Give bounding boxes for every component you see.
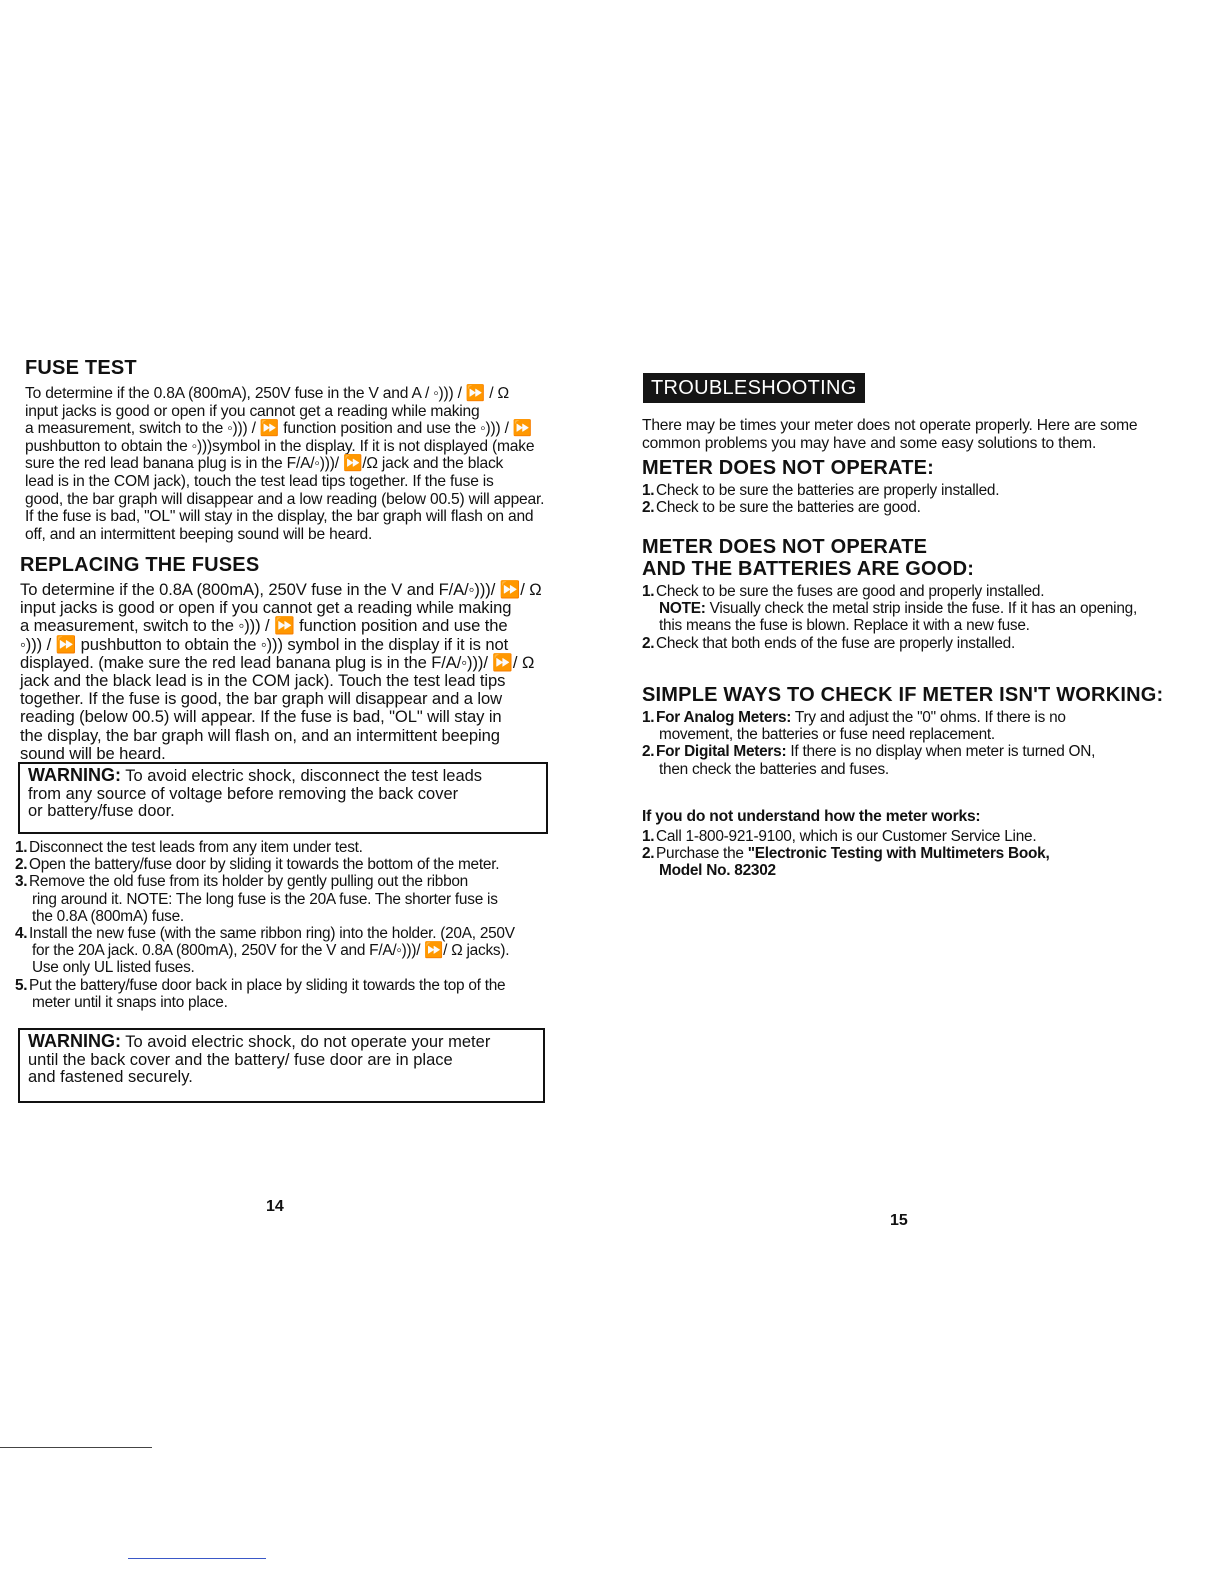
list-item: 2. Check that both ends of the fuse are properly installed. — [642, 634, 1016, 652]
bottom-blue-rule — [128, 1558, 266, 1559]
list-item: 2. For Digital Meters: If there is no display when meter is turned ON, — [642, 743, 1096, 761]
model-number: Model No. 82302 — [659, 862, 776, 879]
replacing-fuses-heading: REPLACING THE FUSES — [20, 554, 260, 576]
fuse-test-line: input jacks is good or open if you cannot get a reading while making — [25, 402, 480, 420]
list-item: 4. Install the new fuse (with the same ribbon ring) into the holder. (20A, 250V — [15, 925, 515, 943]
list-item: 3. Remove the old fuse from its holder by gently pulling out the ribbon — [15, 873, 468, 891]
understand-heading: If you do not understand how the meter works: — [642, 808, 981, 825]
list-item-cont: movement, the batteries or fuse need replacement. — [659, 726, 995, 744]
analog-label: For Analog Meters: — [656, 709, 792, 726]
fuse-test-line: good, the bar graph will disappear and a low reading (below 00.5) will appear. — [25, 490, 545, 508]
fuse-test-line: sure the red lead banana plug is in the F/A/◦)))/ ⏩/Ω jack and the black — [25, 455, 504, 473]
page-number-15: 15 — [890, 1212, 908, 1229]
book-title: "Electronic Testing with Multimeters Book, — [747, 844, 1050, 862]
replace-steps-list — [15, 839, 575, 1011]
bottom-rule — [0, 1447, 152, 1448]
list-item-cont — [642, 862, 1167, 879]
replacing-fuses-line: a measurement, switch to the ◦))) / ⏩ function position and use the — [20, 616, 508, 636]
list-item-note: NOTE: Visually check the metal strip inside the fuse. If it has an opening, — [659, 600, 1138, 618]
replacing-fuses-line: jack and the black lead is in the COM jack). Touch the test lead tips — [20, 671, 506, 691]
list-item-cont: ring around it. NOTE: The long fuse is the 20A fuse. The shorter fuse is — [32, 890, 498, 908]
warning-text-line: from any source of voltage before removing the back cover — [28, 784, 459, 803]
list-item: 1. Check to be sure the fuses are good and properly installed. — [642, 583, 1045, 600]
understand-list — [642, 828, 1167, 880]
replacing-fuses-line: To determine if the 0.8A (800mA), 250V fuse in the V and F/A/◦)))/ ⏩/ Ω — [20, 580, 542, 599]
warning-text: To avoid electric shock, disconnect the test leads — [121, 767, 483, 785]
intro-text — [642, 417, 1167, 452]
intro-line: common problems you may have and some easy solutions to them. — [642, 434, 1097, 452]
warning-text-line: or battery/fuse door. — [28, 802, 175, 820]
fuse-test-line: If the fuse is bad, "OL" will stay in the display, the bar graph will flash on and — [25, 508, 534, 526]
page-number-14: 14 — [266, 1198, 284, 1215]
fuse-test-line: To determine if the 0.8A (800mA), 250V fuse in the V and A / ◦))) / ⏩ / Ω — [25, 385, 509, 402]
replacing-fuses-line: input jacks is good or open if you cannot get a reading while making — [20, 598, 512, 618]
fuse-test-line: a measurement, switch to the ◦))) / ⏩ function position and use the ◦))) / ⏩ — [25, 420, 533, 438]
list-item: 1. Call 1-800-921-9100, which is our Customer Service Line. — [642, 827, 1037, 845]
intro-line: There may be times your meter does not operate properly. Here are some — [642, 417, 1138, 434]
list-item: 1. Check to be sure the batteries are properly installed. — [642, 482, 1000, 499]
meter-not-operate-heading: METER DOES NOT OPERATE: — [642, 457, 935, 479]
list-item-cont: then check the batteries and fuses. — [659, 760, 889, 778]
warning-label: WARNING: — [28, 1031, 121, 1051]
list-item-cont: for the 20A jack. 0.8A (800mA), 250V for the V and F/A/◦)))/ ⏩/ Ω jacks). — [32, 942, 510, 960]
simple-ways-section — [642, 684, 1167, 778]
list-item: 1. For Analog Meters: Try and adjust the "0" ohms. If there is no — [642, 709, 1066, 726]
fuse-test-line: off, and an intermittent beeping sound will be heard. — [25, 525, 373, 543]
warning-text-line: and fastened securely. — [28, 1068, 193, 1086]
warning-label: WARNING: — [28, 765, 121, 785]
meter-not-operate-list — [642, 482, 1167, 516]
meter-not-operate-good-heading-2: AND THE BATTERIES ARE GOOD: — [642, 558, 975, 580]
list-item: 2. Open the battery/fuse door by sliding it towards the bottom of the meter. — [15, 856, 500, 874]
list-item: 2. Check to be sure the batteries are good. — [642, 499, 921, 517]
list-item-note-cont: this means the fuse is blown. Replace it with a new fuse. — [659, 617, 1030, 635]
simple-ways-heading: SIMPLE WAYS TO CHECK IF METER ISN'T WORKING: — [642, 684, 1164, 706]
replacing-fuses-line: reading (below 00.5) will appear. If the fuse is bad, "OL" will stay in — [20, 707, 502, 727]
replacing-fuses-line: together. If the fuse is good, the bar graph will disappear and a low — [20, 689, 503, 709]
warning-text-line: until the back cover and the battery/ fuse door are in place — [28, 1050, 453, 1069]
replacing-fuses-section — [20, 554, 565, 763]
simple-ways-list — [642, 709, 1167, 778]
replacing-fuses-line: sound will be heard. — [20, 743, 166, 763]
list-item-cont: the 0.8A (800mA) fuse. — [32, 907, 184, 925]
meter-not-operate-good-section — [642, 536, 1167, 652]
digital-label: For Digital Meters: — [656, 743, 787, 761]
fuse-test-body — [25, 385, 570, 543]
meter-not-operate-good-list — [642, 583, 1167, 652]
list-item: 5. Put the battery/fuse door back in place by sliding it towards the top of the — [15, 976, 506, 994]
list-item: 2. Purchase the "Electronic Testing with Multimeters Book, — [642, 844, 1050, 862]
replacing-fuses-line: the display, the bar graph will flash on, and an intermittent beeping — [20, 725, 500, 745]
understand-section — [642, 808, 1167, 879]
warning-box-operate — [18, 1028, 545, 1103]
note-label: NOTE: — [659, 600, 706, 618]
meter-not-operate-good-heading-1: METER DOES NOT OPERATE — [642, 536, 928, 558]
troubleshooting-banner-wrap — [643, 373, 865, 403]
replacing-fuses-line: displayed. (make sure the red lead banana plug is in the F/A/◦)))/ ⏩/ Ω — [20, 652, 535, 672]
fuse-test-section — [25, 357, 570, 543]
replacing-fuses-body — [20, 581, 565, 763]
warning-text: To avoid electric shock, do not operate your meter — [121, 1033, 491, 1051]
fuse-test-heading: FUSE TEST — [25, 357, 137, 379]
meter-not-operate-section — [642, 457, 1167, 516]
troubleshooting-banner: TROUBLESHOOTING — [643, 373, 865, 403]
list-item-cont: meter until it snaps into place. — [32, 993, 228, 1011]
replacing-fuses-line: ◦))) / ⏩ pushbutton to obtain the ◦))) symbol in the display if it is not — [20, 634, 509, 654]
fuse-test-line: pushbutton to obtain the ◦)))symbol in the display. If it is not displayed (make — [25, 437, 535, 455]
fuse-test-line: lead is in the COM jack), touch the test lead tips together. If the fuse is — [25, 472, 494, 490]
list-item-cont: Use only UL listed fuses. — [32, 959, 195, 977]
list-item: 1. Disconnect the test leads from any item under test. — [15, 839, 363, 856]
warning-box-disconnect — [18, 762, 548, 834]
